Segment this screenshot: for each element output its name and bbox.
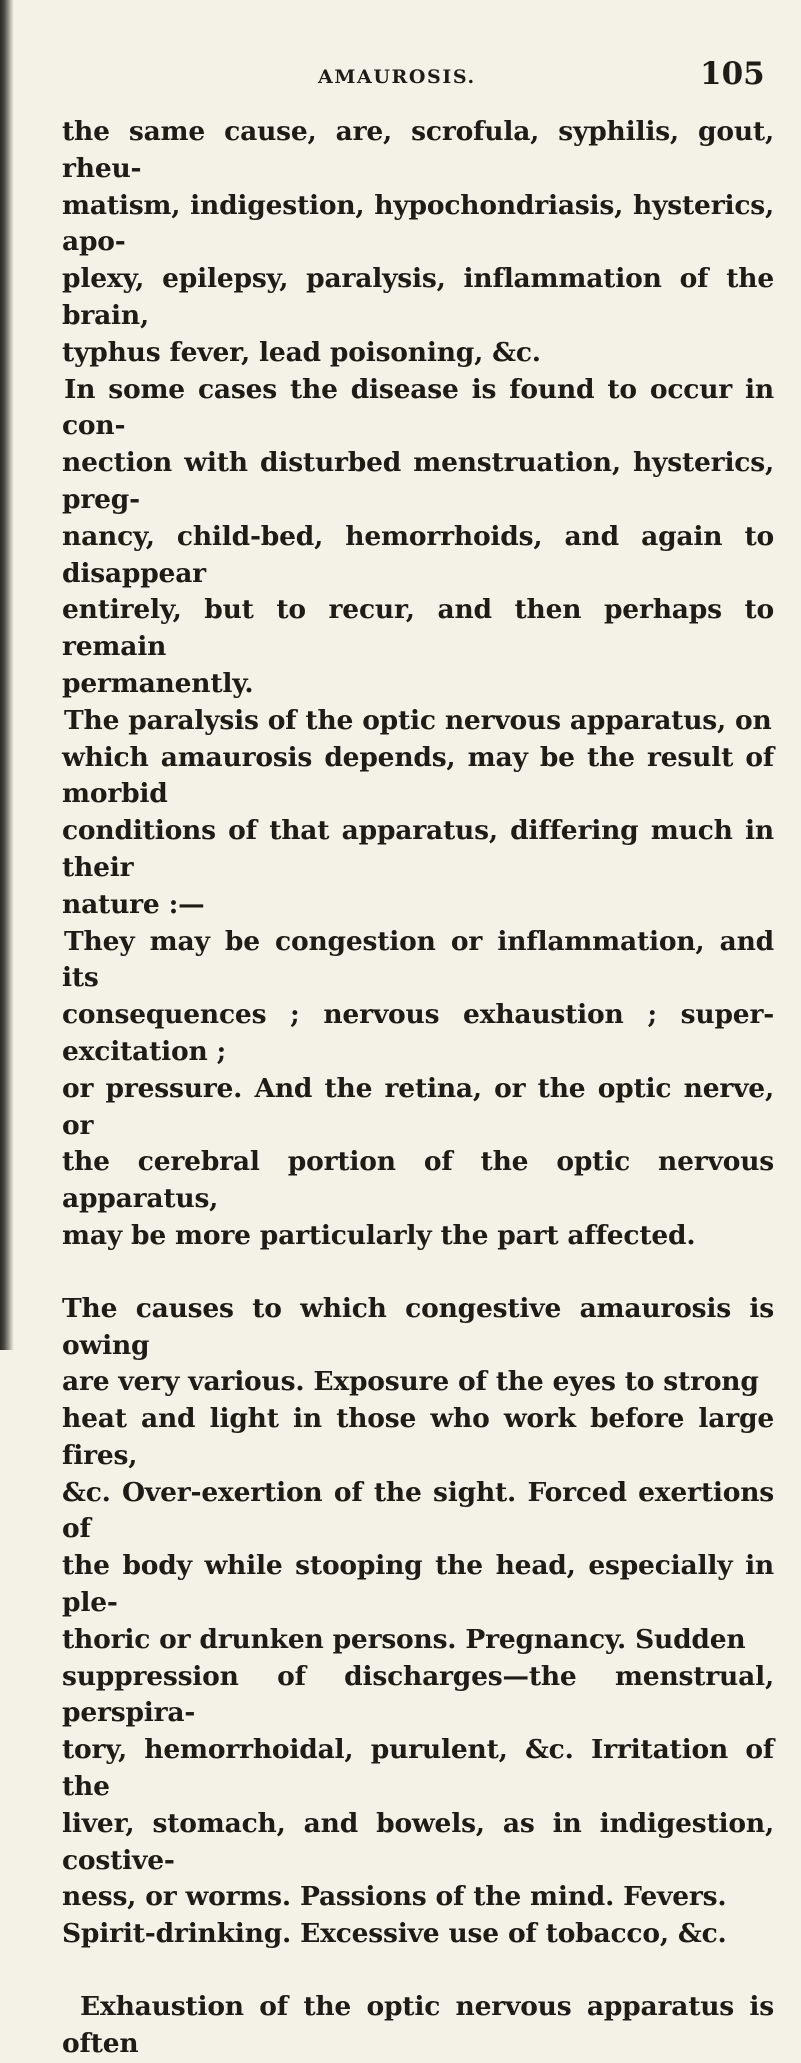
running-title: AMAUROSIS. — [318, 66, 476, 88]
paragraph-congestive-causes — [62, 1291, 774, 1953]
text-line: tory, hemorrhoidal, purulent, &c. Irritation of the — [62, 1734, 774, 1803]
text-line: or pressure. And the retina, or the optic nerve, or — [62, 1072, 774, 1141]
page-binding-edge — [0, 0, 14, 1350]
paragraph-paralysis — [62, 703, 774, 924]
text-line: liver, stomach, and bowels, as in indigestion, costive- — [62, 1807, 774, 1876]
text-line: The causes to which congestive amaurosis is owing — [62, 1292, 774, 1361]
text-line: The paralysis of the optic nervous apparatus, on — [64, 704, 772, 736]
text-line: typhus fever, lead poisoning, &c. — [62, 336, 541, 368]
paragraph-congestion — [62, 924, 774, 1255]
text-line: the cerebral portion of the optic nervous apparatus, — [62, 1146, 774, 1215]
text-line: nection with disturbed menstruation, hysterics, preg- — [62, 447, 774, 515]
text-line: Spirit-drinking. Excessive use of tobacco, &c. — [62, 1918, 727, 1950]
text-line: suppression of discharges—the menstrual, perspira- — [62, 1660, 774, 1729]
body-text — [62, 114, 774, 2063]
text-line: nature :— — [62, 888, 205, 920]
text-line: permanently. — [62, 667, 254, 699]
text-line: the body while stooping the head, especially in ple- — [62, 1550, 774, 1619]
text-line: matism, indigestion, hypochondriasis, hysterics, apo- — [62, 189, 774, 258]
paragraph-exhaustion — [62, 1989, 774, 2063]
text-line: They may be congestion or inflammation, and its — [62, 925, 774, 994]
page-number: 105 — [700, 56, 765, 92]
text-line: are very various. Exposure of the eyes to strong — [62, 1366, 759, 1398]
text-line: plexy, epilepsy, paralysis, inflammation of the brain, — [62, 263, 774, 331]
text-line: &c. Over-exertion of the sight. Forced exertions of — [62, 1476, 774, 1545]
paragraph-menstruation — [62, 372, 774, 703]
text-line: which amaurosis depends, may be the result of morbid — [62, 741, 774, 810]
text-line: conditions of that apparatus, differing much in their — [62, 815, 774, 883]
text-line: heat and light in those who work before large fires, — [62, 1403, 774, 1471]
text-line: consequences ; nervous exhaustion ; super-excitation ; — [62, 999, 774, 1067]
text-line: thoric or drunken persons. Pregnancy. Sudden — [62, 1623, 746, 1655]
text-line: ness, or worms. Passions of the mind. Fevers. — [62, 1881, 727, 1913]
text-line: the same cause, are, scrofula, syphilis, gout, rheu- — [62, 116, 774, 184]
text-line: may be more particularly the part affected. — [62, 1219, 696, 1251]
paragraph-causes-list — [62, 114, 774, 372]
page-header — [0, 56, 801, 96]
text-line: entirely, but to recur, and then perhaps to remain — [62, 594, 774, 663]
text-line: Exhaustion of the optic nervous apparatus is often — [62, 1991, 774, 2059]
text-line: nancy, child-bed, hemorrhoids, and again to disappear — [62, 520, 774, 589]
text-line: In some cases the disease is found to occur in con- — [62, 373, 774, 442]
